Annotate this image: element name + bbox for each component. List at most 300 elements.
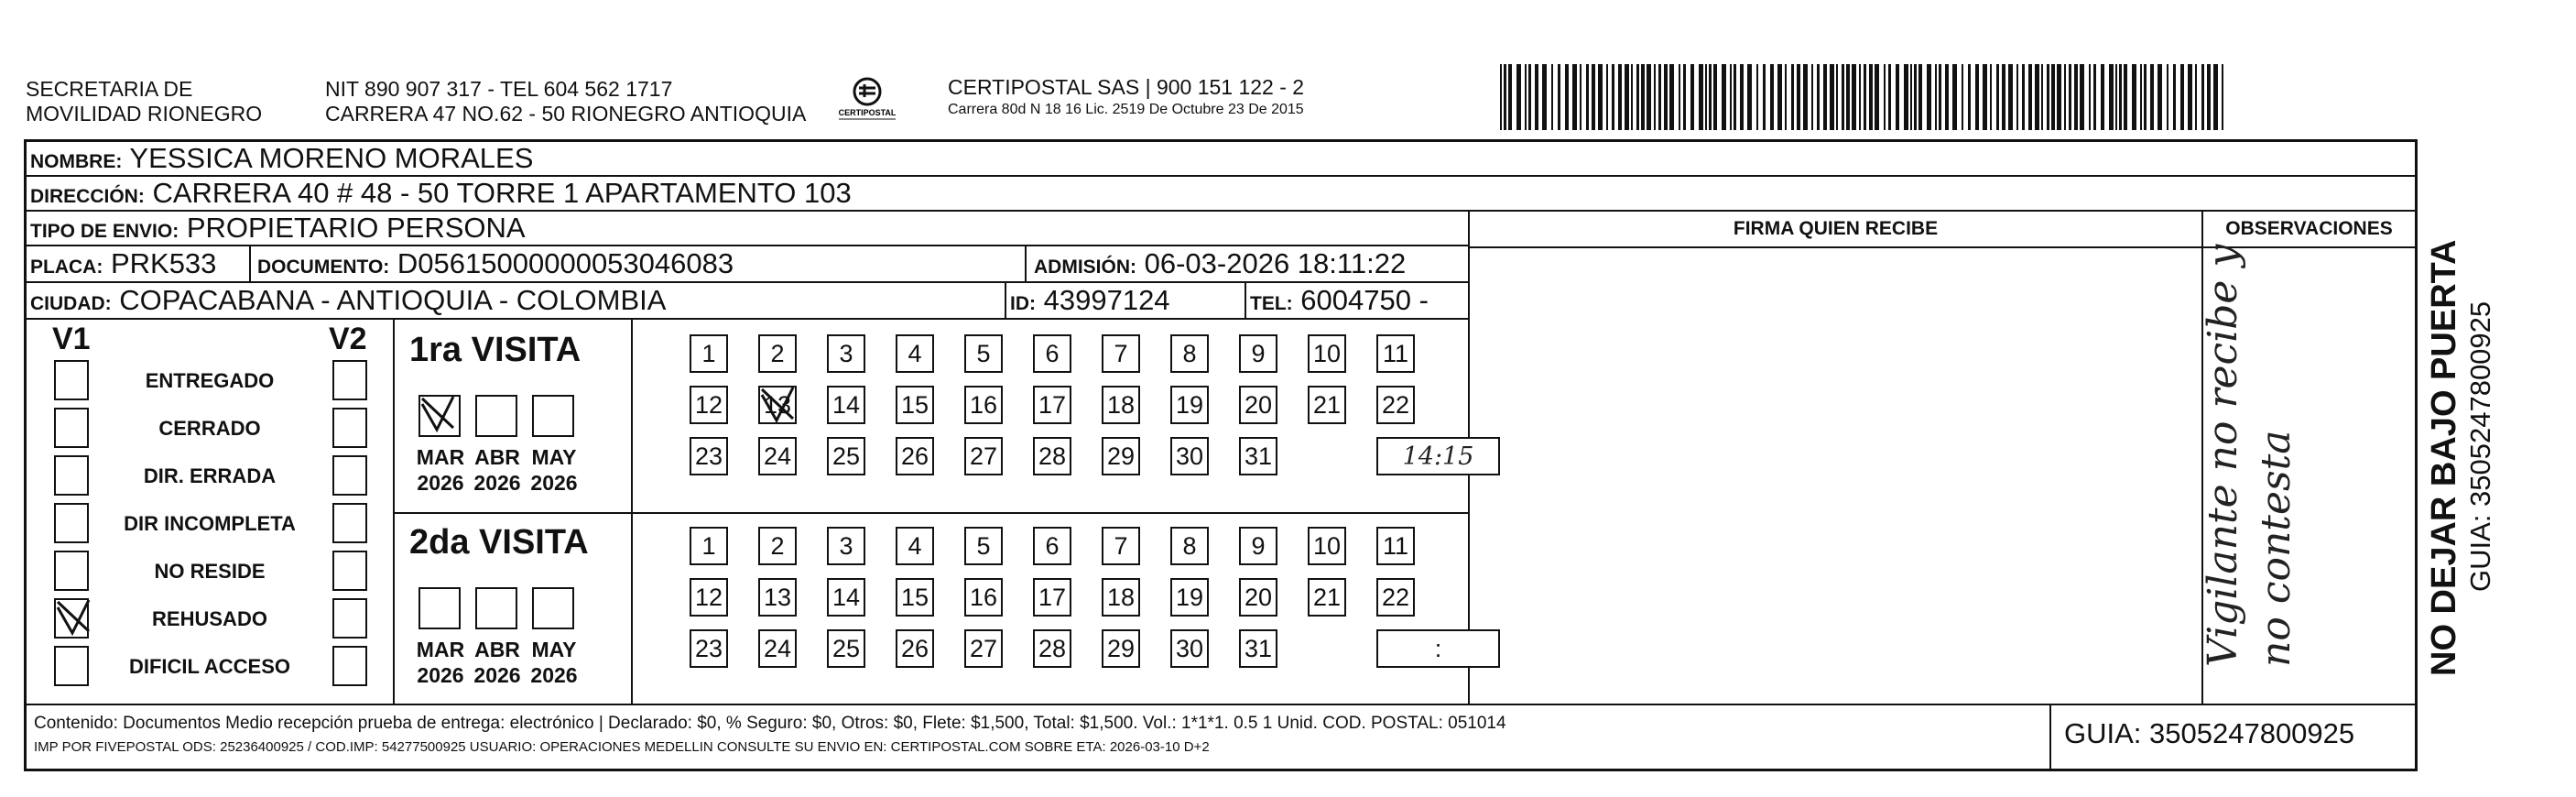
nit-line: NIT 890 907 317 - TEL 604 562 1717 [325, 77, 673, 101]
barcode-bar [1869, 64, 1873, 130]
visit2-month-checkbox[interactable] [475, 587, 517, 629]
visit1-day-box[interactable] [1033, 334, 1071, 373]
barcode-bar [2035, 64, 2039, 130]
barcode-bar [1658, 64, 1661, 130]
visit1-day-box[interactable] [1170, 437, 1209, 475]
barcode-bar [1763, 64, 1766, 130]
visit1-day-number: 28 [1038, 442, 1067, 470]
id-field [1010, 284, 1170, 321]
v2-checkbox[interactable] [332, 408, 367, 448]
barcode-bar [1713, 64, 1717, 130]
v2-checkbox[interactable] [332, 503, 367, 543]
visit2-day-number: 8 [1182, 532, 1197, 560]
visit1-day-number: 31 [1244, 442, 1273, 470]
visit1-month-checkbox[interactable] [418, 395, 461, 437]
barcode-bar [1777, 64, 1782, 130]
visit1-day-box[interactable] [758, 334, 797, 373]
visit2-day-number: 23 [694, 635, 723, 662]
direccion-row [27, 177, 2415, 212]
visit1-day-box[interactable] [1102, 437, 1140, 475]
admision-label: ADMISIÓN: [1034, 257, 1136, 278]
barcode-bar [1914, 64, 1917, 130]
visit1-day-box[interactable] [1033, 437, 1071, 475]
visit1-day-number: 24 [763, 442, 792, 470]
no-dejar-text: NO DEJAR BAJO PUERTA [2425, 239, 2463, 676]
visit2-month-checkbox[interactable] [418, 587, 461, 629]
documento-field [257, 247, 734, 284]
barcode-bar [1968, 64, 1971, 130]
barcode-bar [1846, 64, 1850, 130]
observaciones-handwritten: Vigilante no recibe y no contesta [2200, 244, 2299, 667]
v1-checkbox[interactable] [54, 455, 89, 496]
visit1-day-number: 23 [694, 442, 723, 470]
firma-header: FIRMA QUIEN RECIBE [1733, 218, 1939, 239]
visit1-day-box[interactable] [964, 334, 1003, 373]
visit2-day-box[interactable] [1239, 527, 1277, 565]
barcode-bar [2109, 64, 2114, 130]
visit2-month-label: MAR [416, 638, 465, 661]
v1-checkbox[interactable] [54, 646, 89, 686]
company-line-2: Carrera 80d N 18 16 Lic. 2519 De Octubre 23 De 2015 [948, 102, 1304, 117]
visit1-day-number: 18 [1106, 391, 1136, 419]
barcode-bar [1864, 64, 1866, 130]
visit1-day-number: 15 [900, 391, 929, 419]
visit1-day-box[interactable] [1239, 334, 1277, 373]
barcode-bar [1572, 64, 1577, 130]
barcode-bar [1945, 64, 1949, 130]
visit1-day-box[interactable] [1170, 386, 1209, 424]
barcode-bar [1830, 64, 1834, 130]
ciudad-field [30, 284, 666, 321]
visit1-day-number: 1 [701, 340, 716, 367]
barcode-bar [2028, 64, 2032, 130]
barcode-bar [2047, 64, 2049, 130]
company-info [948, 75, 1304, 120]
barcode-bar [1817, 64, 1820, 130]
barcode-bar [1690, 64, 1694, 130]
documento-label: DOCUMENTO: [257, 257, 390, 278]
visit1-day-box[interactable] [827, 386, 865, 424]
visit1-day-box[interactable] [827, 334, 865, 373]
certipostal-logo [831, 73, 903, 123]
barcode-bar [1996, 64, 1999, 130]
visit2-day-number: 26 [900, 635, 929, 662]
barcode-bar [1709, 64, 1712, 130]
visit2-time-value: : [1434, 635, 1442, 662]
logo-icon [831, 73, 903, 123]
barcode-bar [2213, 64, 2218, 130]
visit2-day-number: 13 [763, 584, 792, 611]
visit2-day-box[interactable] [690, 578, 728, 617]
barcode-bar [1699, 64, 1703, 130]
visit1-day-box[interactable] [1102, 334, 1140, 373]
barcode-bar [1859, 64, 1861, 130]
nombre-row [27, 142, 2415, 177]
visit1-day-box[interactable] [690, 334, 728, 373]
visit2-day-number: 6 [1045, 532, 1060, 560]
visit1-year-label: 2026 [530, 471, 578, 495]
barcode-bar [2158, 64, 2162, 130]
tipo-value: PROPIETARIO PERSONA [186, 212, 526, 244]
org-contact [325, 77, 806, 126]
visit2-day-number: 18 [1106, 584, 1136, 611]
direccion-label: DIRECCIÓN: [30, 186, 145, 207]
visit2-day-box[interactable] [1102, 578, 1140, 617]
visit1-day-box[interactable] [964, 386, 1003, 424]
visit2-day-number: 10 [1312, 532, 1342, 560]
visit2-day-number: 9 [1251, 532, 1266, 560]
barcode-bar [2074, 64, 2078, 130]
visit1-day-number: 19 [1175, 391, 1204, 419]
org-line-2: MOVILIDAD RIONEGRO [26, 102, 263, 126]
visit2-day-box[interactable] [1308, 578, 1346, 617]
barcode-bar [1888, 64, 1891, 130]
visit2-day-box[interactable] [758, 527, 797, 565]
visit1-day-number: 12 [694, 391, 723, 419]
visit1-month-label: MAY [531, 445, 577, 469]
barcode-bar [1918, 64, 1922, 130]
visit1-day-number: 13 [763, 391, 792, 419]
visit1-day-number: 16 [969, 391, 998, 419]
visit1-month-checkbox[interactable] [475, 395, 517, 437]
barcode-bar [1785, 64, 1787, 130]
visit2-day-number: 11 [1382, 532, 1409, 560]
v2-checkbox[interactable] [332, 551, 367, 591]
visit1-day-box[interactable] [1308, 386, 1346, 424]
barcode-bar [1612, 64, 1614, 130]
reason-label: REHUSADO [152, 607, 267, 630]
visit1-day-box[interactable] [1170, 334, 1209, 373]
barcode-bar [1542, 64, 1547, 130]
reason-label: NO RESIDE [154, 560, 266, 583]
visit2-day-number: 3 [839, 532, 853, 560]
visit1-time-box[interactable] [1376, 437, 1500, 475]
visit1-day-number: 5 [976, 340, 991, 367]
visit2-day-number: 19 [1175, 584, 1204, 611]
visit2-day-number: 30 [1175, 635, 1204, 662]
barcode-bar [1927, 64, 1931, 130]
barcode-bar [2167, 64, 2168, 130]
barcode-bar [1904, 64, 1908, 130]
visit1-day-box[interactable] [896, 334, 934, 373]
visit1-day-number: 8 [1182, 340, 1197, 367]
visit2-day-box[interactable] [1170, 527, 1209, 565]
visit1-day-box[interactable] [1239, 437, 1277, 475]
barcode-bar [2008, 64, 2013, 130]
visit2-day-number: 29 [1106, 635, 1136, 662]
visit2-day-number: 14 [831, 584, 861, 611]
tel-label: TEL: [1250, 293, 1293, 314]
visit2-year-label: 2026 [473, 663, 521, 687]
barcode-bar [1535, 64, 1538, 130]
visit1-day-box[interactable] [827, 437, 865, 475]
visit2-day-number: 2 [770, 532, 785, 560]
barcode-bar [1586, 64, 1589, 130]
barcode-bar [1679, 64, 1680, 130]
barcode-bar [1797, 64, 1800, 130]
visit2-day-number: 20 [1244, 584, 1273, 611]
visit1-day-number: 26 [900, 442, 929, 470]
visit1-day-number: 17 [1038, 391, 1067, 419]
visit2-day-number: 24 [763, 635, 792, 662]
barcode-bar [1935, 64, 1937, 130]
barcode-bar [2173, 64, 2176, 130]
visit1-day-box[interactable] [758, 437, 797, 475]
barcode-bar [2150, 64, 2154, 130]
barcode-bar [2002, 64, 2005, 130]
visit2-day-number: 5 [976, 532, 991, 560]
visit2-day-number: 7 [1114, 532, 1128, 560]
barcode-bar [1962, 64, 1963, 130]
barcode-bar [2207, 64, 2211, 130]
v2-checkbox[interactable] [332, 598, 367, 639]
v1-checkbox[interactable] [54, 503, 89, 543]
visit2-day-box[interactable] [1239, 578, 1277, 617]
barcode-bar [1592, 64, 1595, 130]
visit1-title: 1ra VISITA [409, 331, 582, 369]
barcode-bar [1722, 64, 1726, 130]
ciudad-row [27, 283, 1468, 320]
visit2-day-box[interactable] [827, 578, 865, 617]
visit1-day-box[interactable] [896, 386, 934, 424]
company-line-1: CERTIPOSTAL SAS | 900 151 122 - 2 [948, 75, 1305, 99]
visit1-day-number: 4 [908, 340, 922, 367]
barcode-bar [1896, 64, 1899, 130]
barcode-bar [1952, 64, 1957, 130]
visit2-day-box[interactable] [758, 629, 797, 668]
barcode-bar [1504, 64, 1506, 130]
barcode-bar [1884, 64, 1886, 130]
delivery-form [24, 139, 2418, 771]
visit1-day-number: 30 [1175, 442, 1204, 470]
barcode-bar [1669, 64, 1674, 130]
svg-text:CERTIPOSTAL: CERTIPOSTAL [838, 108, 897, 117]
barcode-bar [1730, 64, 1732, 130]
barcode-bar [1803, 64, 1808, 130]
visit1-day-box[interactable] [1308, 334, 1346, 373]
barcode-bar [1705, 64, 1707, 130]
visit2-day-box[interactable] [896, 578, 934, 617]
visit1-day-number: 10 [1312, 340, 1342, 367]
visit2-year-label: 2026 [530, 663, 578, 687]
visit1-day-number: 29 [1106, 442, 1136, 470]
visit1-month-checkbox[interactable] [532, 395, 574, 437]
tipo-row [27, 212, 1468, 246]
visit1-day-number: 2 [770, 340, 785, 367]
barcode-bar [2093, 64, 2096, 130]
visit2-day-box[interactable] [964, 578, 1003, 617]
visit2-title: 2da VISITA [409, 523, 589, 562]
barcode-bar [1852, 64, 1856, 130]
visit1-day-box[interactable] [1033, 386, 1071, 424]
barcode-bar [1683, 64, 1686, 130]
visit2-day-number: 12 [694, 584, 723, 611]
visit2-day-box[interactable] [1376, 578, 1415, 617]
id-label: ID: [1010, 293, 1036, 314]
visit1-year-label: 2026 [417, 471, 464, 495]
barcode-bar [1618, 64, 1622, 130]
barcode-bar [1631, 64, 1633, 130]
barcode-bar [1836, 64, 1838, 130]
visit2-day-box[interactable] [1102, 629, 1140, 668]
visit2-day-box[interactable] [964, 629, 1003, 668]
visit2-time-box[interactable] [1376, 629, 1500, 668]
visit2-day-box[interactable] [1033, 578, 1071, 617]
placa-label: PLACA: [30, 257, 103, 278]
visit2-day-box[interactable] [1033, 527, 1071, 565]
reason-label: ENTREGADO [145, 369, 275, 392]
signature-area[interactable] [1473, 250, 2197, 699]
barcode-bar [2115, 64, 2117, 130]
barcode-bar [1842, 64, 1844, 130]
visit1-day-box[interactable] [964, 437, 1003, 475]
visit1-day-box[interactable] [1102, 386, 1140, 424]
visit2-day-box[interactable] [758, 578, 797, 617]
visit1-day-box[interactable] [1376, 334, 1415, 373]
barcode-bar [2124, 64, 2127, 130]
visit2-day-box[interactable] [964, 527, 1003, 565]
barcode [1500, 64, 2228, 130]
visit2-day-box[interactable] [690, 629, 728, 668]
barcode-bar [2041, 64, 2043, 130]
barcode-bar [2069, 64, 2071, 130]
barcode-bar [1983, 64, 1987, 130]
v2-header: V2 [329, 322, 367, 356]
visit2-day-box[interactable] [896, 629, 934, 668]
barcode-bar [1606, 64, 1608, 130]
v1-checkbox[interactable] [54, 360, 89, 400]
visit2-day-number: 16 [969, 584, 998, 611]
admision-value: 06-03-2026 18:11:22 [1144, 247, 1407, 279]
admision-field [1034, 247, 1406, 284]
visit1-day-box[interactable] [896, 437, 934, 475]
direccion-value: CARRERA 40 # 48 - 50 TORRE 1 APARTAMENTO 103 [152, 177, 852, 209]
visit1-day-number: 27 [969, 442, 998, 470]
documento-value: D05615000000053046083 [397, 247, 734, 279]
barcode-bar [1734, 64, 1736, 130]
barcode-bar [1756, 64, 1758, 130]
visit2-day-box[interactable] [1376, 527, 1415, 565]
reason-label: DIR. ERRADA [143, 464, 277, 487]
visit1-day-number: 21 [1312, 391, 1342, 419]
visit2-day-box[interactable] [827, 527, 865, 565]
visit2-day-box[interactable] [1308, 527, 1346, 565]
barcode-bar [1636, 64, 1639, 130]
barcode-bar [1823, 64, 1827, 130]
visit2-day-box[interactable] [827, 629, 865, 668]
visit2-day-number: 28 [1038, 635, 1067, 662]
barcode-bar [1580, 64, 1581, 130]
visit1-day-box[interactable] [758, 386, 797, 424]
visit2-day-number: 21 [1312, 584, 1342, 611]
visit1-day-number: 7 [1114, 340, 1128, 367]
barcode-bar [2180, 64, 2184, 130]
visit2-month-label: MAY [531, 638, 577, 661]
barcode-bar [1528, 64, 1531, 130]
tel-value: 6004750 - [1300, 284, 1429, 316]
barcode-bar [2101, 64, 2104, 130]
barcode-bar [1939, 64, 1941, 130]
barcode-bar [2080, 64, 2084, 130]
v2-checkbox[interactable] [332, 360, 367, 400]
barcode-bar [2222, 64, 2223, 130]
visit2-day-number: 1 [701, 532, 716, 560]
contenido-text: Contenido: Documentos Medio recepción prueba de entrega: electrónico | Declarado: $0, % Seguro: $0, Otros: $0, Flete: $1,500, Total: $1,500. Vol.: 1*1*1. 0.5 1 Unid. COD. POSTAL: 051014 [34, 714, 1506, 733]
barcode-bar [1558, 64, 1560, 130]
visit2-day-box[interactable] [1102, 527, 1140, 565]
visit2-day-number: 25 [831, 635, 861, 662]
reason-label: CERRADO [158, 417, 261, 440]
visit2-day-box[interactable] [690, 527, 728, 565]
visit2-day-number: 4 [908, 532, 922, 560]
barcode-bar [1747, 64, 1752, 130]
visit1-day-number: 20 [1244, 391, 1273, 419]
barcode-bar [2140, 64, 2142, 130]
v1-checkbox[interactable] [54, 408, 89, 448]
v1-checkbox[interactable] [54, 598, 89, 639]
barcode-bar [2051, 64, 2055, 130]
ciudad-label: CIUDAD: [30, 293, 112, 314]
barcode-bar [2188, 64, 2192, 130]
placa-value: PRK533 [110, 247, 217, 279]
imp-text: IMP POR FIVEPOSTAL ODS: 25236400925 / COD.IMP: 54277500925 USUARIO: OPERACIONES MEDELLIN CONSULTE SU ENVIO EN: CERTIPOSTAL.COM SOBRE ETA: 2026-03-10 D+2 [34, 739, 1210, 755]
v2-checkbox[interactable] [332, 646, 367, 686]
visit2-day-box[interactable] [896, 527, 934, 565]
visit2-day-box[interactable] [1239, 629, 1277, 668]
nombre-value: YESSICA MORENO MORALES [129, 142, 534, 174]
reason-label: DIR INCOMPLETA [124, 512, 296, 535]
visit1-day-box[interactable] [690, 437, 728, 475]
visit1-day-box[interactable] [690, 386, 728, 424]
barcode-bar [1875, 64, 1879, 130]
visit1-month-label: ABR [474, 445, 520, 469]
barcode-bar [1910, 64, 1912, 130]
barcode-bar [1647, 64, 1651, 130]
barcode-bar [1516, 64, 1521, 130]
visit2-month-checkbox[interactable] [532, 587, 574, 629]
barcode-bar [2195, 64, 2197, 130]
placa-row [27, 246, 1468, 283]
barcode-bar [1791, 64, 1794, 130]
barcode-bar [1654, 64, 1656, 130]
visit2-day-box[interactable] [1170, 629, 1209, 668]
day-marked-icon [756, 384, 799, 426]
barcode-bar [2016, 64, 2018, 130]
barcode-bar [1551, 64, 1553, 130]
v2-checkbox[interactable] [332, 455, 367, 496]
barcode-bar [1508, 64, 1512, 130]
barcode-bar [2057, 64, 2061, 130]
visit1-day-box[interactable] [1376, 386, 1415, 424]
visit1-day-number: 3 [839, 340, 853, 367]
observaciones-area [2200, 244, 2413, 699]
barcode-bar [2022, 64, 2025, 130]
visit2-day-box[interactable] [1170, 578, 1209, 617]
visit2-day-number: 15 [900, 584, 929, 611]
visit1-day-box[interactable] [1239, 386, 1277, 424]
org-line-1: SECRETARIA DE [26, 77, 193, 101]
barcode-image [1500, 64, 2228, 130]
check-mark-icon [52, 596, 94, 639]
barcode-bar [2119, 64, 2122, 130]
v1-checkbox[interactable] [54, 551, 89, 591]
visit2-day-box[interactable] [1033, 629, 1071, 668]
visit1-day-number: 11 [1382, 340, 1409, 367]
visit1-day-number: 14 [831, 391, 861, 419]
reason-label: DIFICIL ACCESO [128, 655, 290, 678]
org-name [26, 77, 262, 126]
barcode-bar [1740, 64, 1744, 130]
